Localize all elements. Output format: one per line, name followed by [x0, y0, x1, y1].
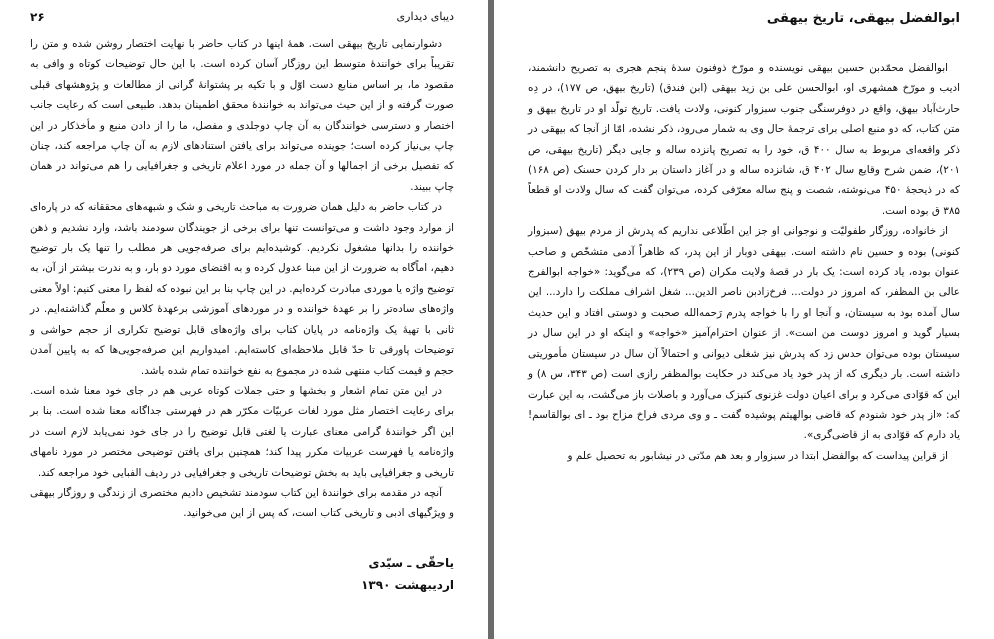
- running-head: [30, 6, 454, 28]
- left-page: [0, 0, 488, 639]
- paragraph: در این متن تمام اشعار و بخشها و حتی جملات کوتاه عربی هم در جای خود معنا شده است. برای رعایت اختصار مثل مورد لغات عربیّات مکرّر هم در فهرستی جداگانه معنا شده است. بنا بر این اگر خوانندهٔ گرامی معنای عبارت یا لغتی قابل توضیح را در جای خود نمی‌یابد لازم است در واژه‌نامه یا فهرست عربیات مکرر پیدا کند؛ همچنین برای یافتن توضیحی مختصر در مورد نامهای تاریخی و جغرافیایی باید به بخش توضیحات تاریخی و جغرافیایی در ردیف الفبایی خود مراجعه کند.: [30, 384, 454, 479]
- signature-name: یاحقّی ـ سیّدی: [368, 555, 454, 570]
- paragraph: از خانواده، روزگار طفولیّت و نوجوانی او جز این اطّلاعی نداریم که پدرش از مردم بیهق (سبزوار کنونی) بوده و حسین نام داشته است. بیهقی دوبار از این پدر، که ظاهراً آدمی متشخّص و صاحب عنوان بوده، یاد کرده است: یک بار در قصهٔ ولایت مکران (ص ۲۳۹)، که می‌گوید: «خواجه ابوالفرج عالی بن المظفر، که امروز در دولت... فرخ‌زادبن ناصر الدین... شغل اشراف مملکت را دارد... این سال آمده بود به سیستان، و آنجا او را با خواجه پدرم رَحمه‌الله صحبت و دوستی افتاد و این حدیث بسیار گوید و امروز دوست من است». از عنوان احترام‌آمیز «خواجه» و اینکه او در این سال در سیستان بوده می‌توان حدس زد که پدرش نیز شغلی دیوانی و احتمالاً آن سال در سیستان مأموریتی داشته است. بار دیگری که از پدر خود یاد می‌کند در حکایت بوالمظفر رازی است (ص ۳۴۳، س ۸) و این که قوّادی می‌کرد و برای اعیان دولت غزنوی کنیزک می‌آورد و باصلات باز می‌گشت، به این عبارت که: «از پدر خود شنودم که قاضی بوالهیثم پوشیده گفت ـ و وی مردی فراخ مزاح بود ـ ای بوالقاسم! یاد دارم که قوّادی به از قاضی‌گری».: [528, 225, 961, 442]
- signature-date: اردیبهشت ۱۳۹۰: [361, 577, 454, 592]
- paragraph: در کتاب حاضر به دلیل همان ضرورت به مباحث تاریخی و شک و شبهه‌های محققانه که در پاره‌ای از موارد وجود داشت و می‌توانست تنها برای برخی از جویندگان سودمند باشد، وارد نشدیم و ذهن خواننده را بدانها مشغول نکردیم. کوشیده‌ایم برای صرفه‌جویی هر مطلب را تنها یک بار توضیح دهیم، اماًگاه به ضرورت از این مبنا عدول کرده و به اقتضای مورد دو بار، و به ندرت بیشتر از آن، به توضیح واژه یا موردی مبادرت کرده‌ایم. در این چاپ بنا بر این نبوده که لفظ را معنی کنیم: اولاً معنی واژه‌های ساده‌تر را بر عهدهٔ خواننده و در موردهای آموزشی برعهدهٔ کلاس و معلّم گذاشته‌ایم. در ثانی با تهیهٔ یک واژه‌نامه در پایان کتاب برای واژه‌های قابل توضیح تکراری از حجم حواشی و توضیحات پاورقی تا حدّ قابل ملاحظه‌ای کاسته‌ایم. امیدواریم این صرفه‌جویی‌ها که به پایین آمدن حجم و قیمت کتاب منتهی شده در مجموع به نفع خواننده تمام شده باشد.: [30, 201, 454, 377]
- running-title: دیبای دیداری: [396, 9, 454, 23]
- paragraph: آنچه در مقدمه برای خوانندهٔ این کتاب سودمند تشخیص دادیم مختصری از زندگی و روزگار بیهقی و ویژگیهای ادبی و تاریخی کتاب است، که پس از این می‌خوانید.: [30, 486, 454, 520]
- right-page: [494, 0, 994, 639]
- paragraph: دشوارنمایی تاریخ بیهقی است. همهٔ اینها در کتاب حاضر با نهایت اختصار روشن شده و متن را تقریباً برای خوانندهٔ متوسط این روزگار آسان کرده است. با این حال توضیحات کوتاه و وافی به مقصود ما، بر اساس منابع دست اوّل و با تکیه بر پشتوانهٔ گرانی از مطالعات و پژوهشهای قبلی صورت گرفته و از این حیث می‌تواند به خوانندهٔ محقق اطمینان بدهد. طبیعی است که رعایت جانب اختصار و دسترسی خوانندگان به آن چاپ دوجلدی و مفصل، ما را از دادن منبع و مأخذکار در این چاپ بی‌نیاز کرده است؛ جوینده می‌تواند برای یافتن استنادهای لازم به آن چاپ مراجعه کند، چنان که تفصیل برخی از اجمالها و آن جمله در مورد اعلام تاریخی و جغرافیایی را هم می‌تواند در همان چاپ ببیند.: [30, 38, 454, 193]
- signature-block: [30, 552, 454, 596]
- chapter-title: ابوالفضل بیهقی، تاریخ بیهقی: [766, 11, 960, 26]
- paragraph: ابوالفضل محمّدبن حسین بیهقی نویسنده و مورّخ ذوفنون سدهٔ پنجم هجری به تصریح دانشمند، ادیب و مورّخ همشهری او، ابوالحسن علی بن زید بیهقی (ابن فندق) (تاریخ بیهق، ص ۱۷۷)، در دِه حارث‌آباد بیهق، واقع در دوفرسنگی جنوب سبزوار کنونی، ولادت یافت. تاریخ تولّد او در تاریخ بیهق و متن کتاب، که دو منبع اصلی برای ترجمهٔ حال وی به شمار می‌رود، ذکر نشده، امّا از آنجا که بیهقی در ذکر واقعه‌ای مربوط به سال ۴۰۰ ق، خود را به تصریح پانزده ساله و جایی دیگر (تاریخ بیهقی، ص ۲۰۱)، ضمن شرح وقایع سال ۴۰۲ ق، شانزده ساله و در آغاز داستان بر دار کردن حسنک (ص ۱۶۸) که در ذیحجهٔ ۴۵۰ می‌نوشته، شصت و پنج ساله معرّفی کرده، می‌توان گفت که سال ولادت او قطعاً ۳۸۵ ق بوده است.: [528, 62, 961, 217]
- paragraph: از قراین پیداست که بوالفضل ابتدا در سبزوار و بعد هم مدّتی در نیشابور به تحصیل علم و: [567, 449, 948, 462]
- page-number: ۲۶: [30, 9, 45, 24]
